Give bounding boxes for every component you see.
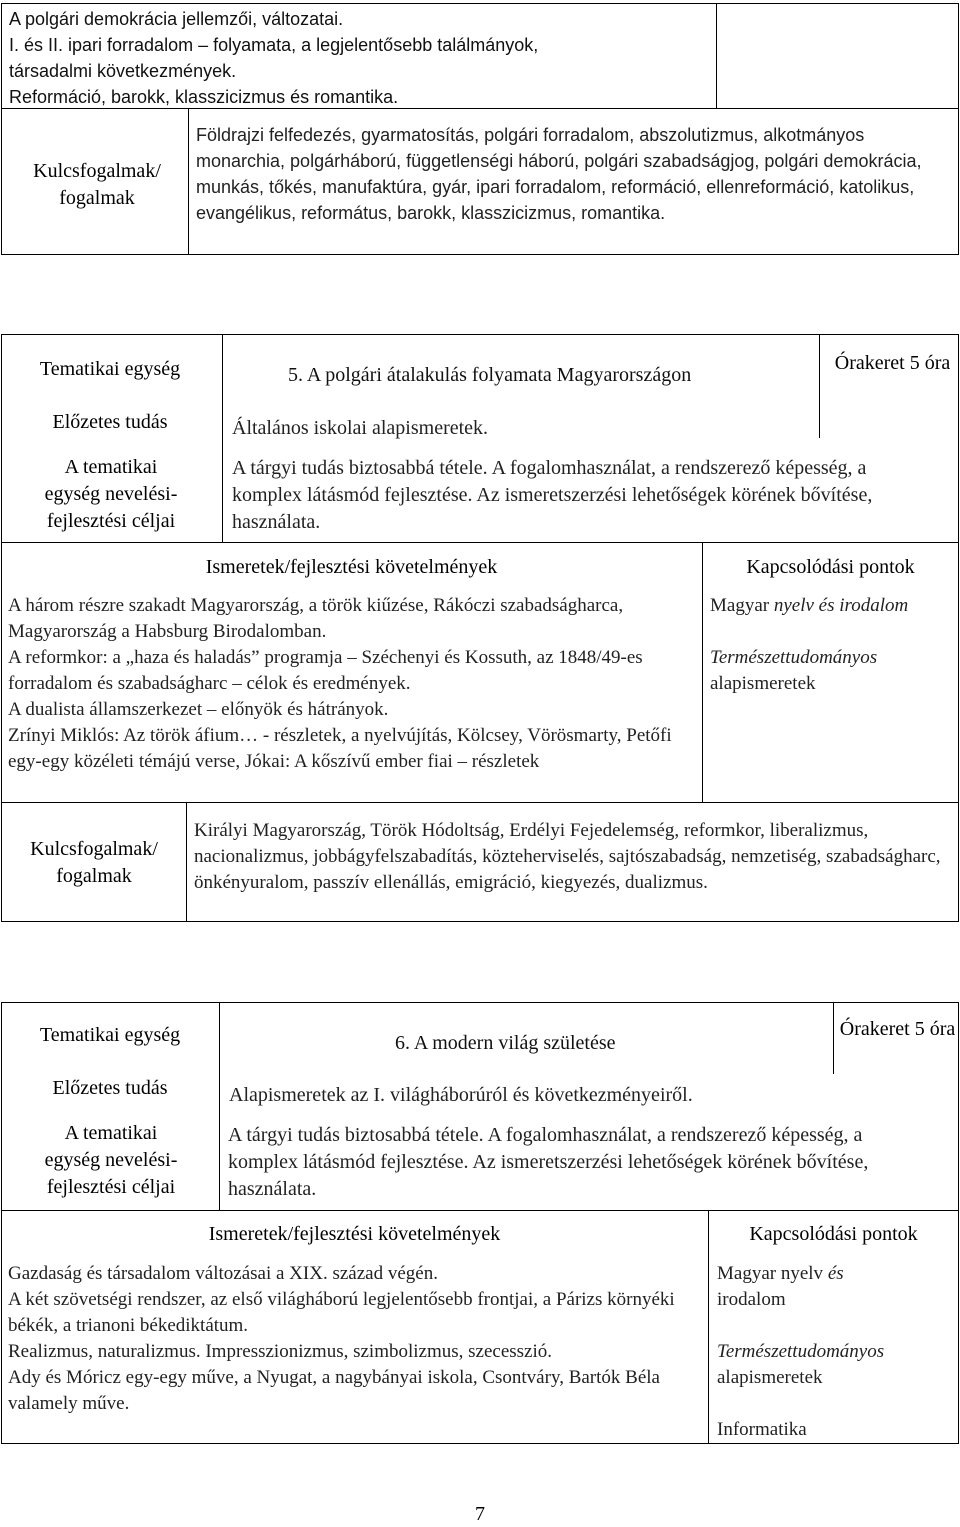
connection-item: Természettudományos [710,647,878,668]
connection-item: alapismeretek [710,673,816,694]
content-line: A polgári demokrácia jellemzői, változatai. [9,9,344,29]
requirement-item: Realizmus, naturalizmus. Impresszionizmus, szimbolizmus, szecesszió. [8,1341,553,1362]
requirement-item: A két szövetségi rendszer, az első világháború legjelentősebb frontjai, a Párizs környéki békék, a trianoni békediktátum. [8,1289,675,1336]
connection-item: Magyar nyelv és [717,1263,844,1284]
requirements-list [8,593,698,775]
requirement-item: Zrínyi Miklós: Az török áfium… - részletek, a nyelvújítás, Kölcsey, Vörösmarty, Petőfi egy-egy közéleti témájú verse, Jókai: A kőszívű ember fiai – részletek [8,725,672,772]
key-concepts-label: Kulcsfogalmak/ fogalmak [30,838,158,887]
prior-knowledge-label: Előzetes tudás [52,1077,168,1099]
prior-knowledge-text: Általános iskolai alapismeretek. [232,417,489,439]
connections-header: Kapcsolódási pontok [749,1223,918,1245]
connection-item: alapismeretek [717,1367,823,1388]
key-concepts-text: Földrajzi felfedezés, gyarmatosítás, polgári forradalom, abszolutizmus, alkotmányos monarchia, polgárháború, függetlenségi háború, polgári szabadságjog, polgári demokrácia, munkás, tőkés, manufaktúra, gyár, ipari forradalom, reformáció, ellenreformáció, katolikus, evangélikus, református, barokk, klasszicizmus, romantika. [196,125,922,223]
thematic-unit-label: Tematikai egység [39,1024,181,1046]
content-line: I. és II. ipari forradalom – folyamata, a legjelentősebb találmányok, [9,35,539,55]
hours-label: Órakeret 5 óra [839,1018,956,1040]
connection-item: Természettudományos [717,1341,885,1362]
thematic-unit-label: Tematikai egység [39,358,181,380]
goals-label: A tematikai egység nevelési-fejlesztési céljai [44,1122,178,1198]
requirements-header: Ismeretek/fejlesztési követelmények [208,1223,501,1245]
hours-label: Órakeret 5 óra [834,352,951,374]
connections-header: Kapcsolódási pontok [746,556,915,578]
requirement-item: A három részre szakadt Magyarország, a török kiűzése, Rákóczi szabadságharca, Magyarország a Habsburg Birodalomban. [8,595,624,642]
requirements-header: Ismeretek/fejlesztési követelmények [205,556,498,578]
connection-item: irodalom [717,1289,786,1310]
unit-title: 5. A polgári átalakulás folyamata Magyarországon [288,364,692,386]
goals-label: A tematikai egység nevelési-fejlesztési céljai [44,456,178,532]
goals-text: A tárgyi tudás biztosabbá tétele. A fogalomhasználat, a rendszerező képesség, a komplex látásmód fejlesztése. Az ismeretszerzési lehetőségek körének bővítése, használata. [228,1124,869,1200]
section1-content [9,6,714,110]
content-line: Reformáció, barokk, klasszicizmus és romantika. [9,87,399,107]
connections-list [710,593,955,697]
requirements-list [8,1261,698,1417]
key-concepts-text: Királyi Magyarország, Török Hódoltság, Erdélyi Fejedelemség, reformkor, liberalizmus, nacionalizmus, jobbágyfelszabadítás, közteherviselés, sajtószabadság, nemzetiség, szabadságharc, önkényuralom, passzív ellenállás, emigráció, kiegyezés, dualizmus. [194,820,941,893]
requirement-item: Ady és Móricz egy-egy műve, a Nyugat, a nagybányai iskola, Csontváry, Bartók Béla valamely műve. [8,1367,660,1414]
prior-knowledge-text: Alapismeretek az I. világháborúról és következményeiről. [229,1084,693,1106]
goals-text: A tárgyi tudás biztosabbá tétele. A fogalomhasználat, a rendszerező képesség, a komplex látásmód fejlesztése. Az ismeretszerzési lehetőségek körének bővítése, használata. [232,457,873,533]
requirement-item: A dualista államszerkezet – előnyök és hátrányok. [8,699,389,720]
requirement-item: A reformkor: a „haza és haladás” programja – Széchenyi és Kossuth, az 1848/49-es forradalom és szabadságharc – célok és eredmények. [8,647,643,694]
page-number: 7 [475,1503,485,1525]
unit-title: 6. A modern világ születése [395,1032,616,1054]
prior-knowledge-label: Előzetes tudás [52,411,168,433]
key-concepts-label: Kulcsfogalmak/ fogalmak [33,160,161,209]
content-line: társadalmi következmények. [9,61,237,81]
connection-item: Informatika [717,1419,807,1440]
requirement-item: Gazdaság és társadalom változásai a XIX. század végén. [8,1263,438,1284]
connection-item: Magyar nyelv és irodalom [710,595,909,616]
connections-list [717,1261,955,1443]
